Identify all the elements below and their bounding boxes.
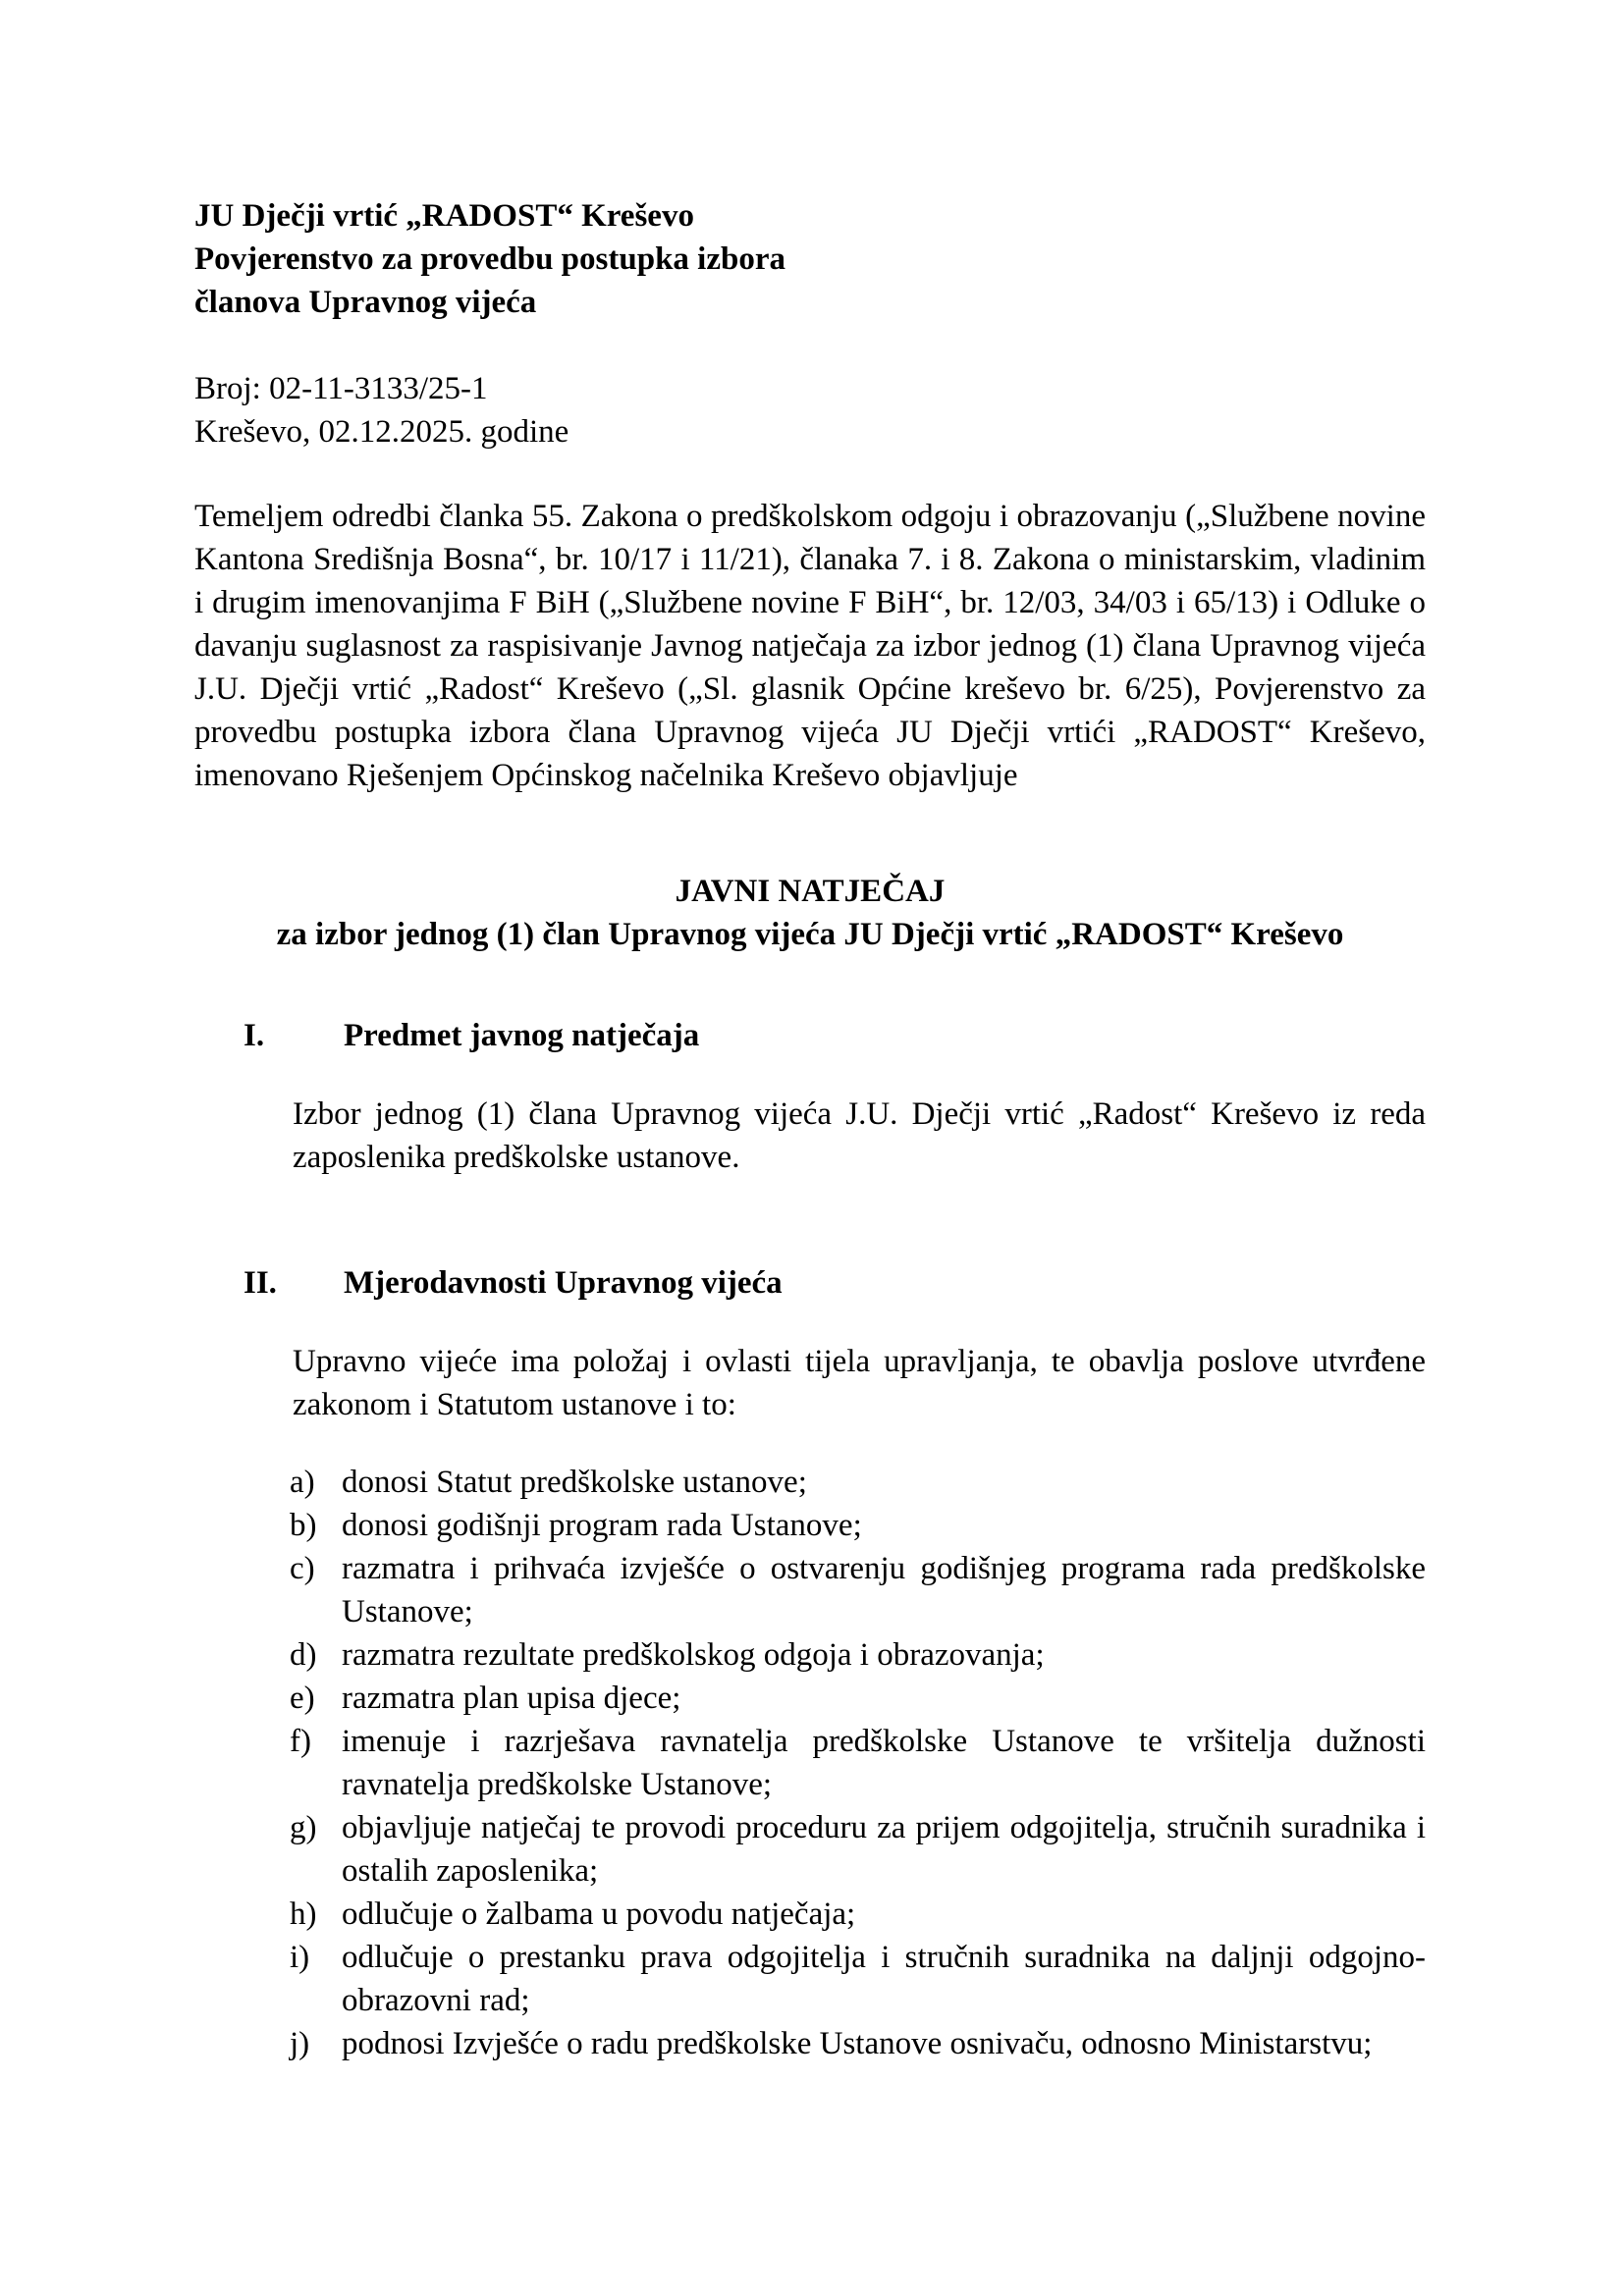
place-and-date: Kreševo, 02.12.2025. godine (194, 414, 569, 450)
list-item (194, 1504, 1426, 1547)
letterhead-line-1: JU Dječji vrtić „RADOST“ Kreševo (194, 198, 694, 234)
list-item-text: odlučuje o žalbama u povodu natječaja; (342, 1896, 856, 1932)
list-item-text: razmatra plan upisa djece; (342, 1681, 681, 1716)
list-item-marker: c) (290, 1551, 315, 1586)
list-item-text: objavljuje natječaj te provodi proceduru za prijem odgojitelja, stručnih suradnika i ostalih zaposlenika; (342, 1810, 1426, 1889)
letterhead-line-3: članova Upravnog vijeća (194, 285, 537, 320)
duties-list (194, 1461, 1426, 2065)
document-subtitle: za izbor jednog (1) član Upravnog vijeća JU Dječji vrtić „RADOST“ Kreševo (276, 917, 1344, 952)
section-2-number: II. (244, 1265, 277, 1301)
list-item-text: imenuje i razrješava ravnatelja predškolske Ustanove te vršitelja dužnosti ravnatelja predškolske Ustanove; (342, 1724, 1426, 1802)
letterhead (194, 194, 1426, 324)
list-item-marker: e) (290, 1681, 315, 1716)
list-item-marker: f) (290, 1724, 311, 1759)
list-item-marker: g) (290, 1810, 317, 1845)
list-item (194, 1720, 1426, 1806)
section-1-title: Predmet javnog natječaja (344, 1018, 700, 1053)
list-item (194, 1677, 1426, 1720)
section-1-heading (194, 1014, 1426, 1057)
section-2-body: Upravno vijeće ima položaj i ovlasti tijela upravljanja, te obavlja poslove utvrđene zakonom i Statutom ustanove i to: (293, 1344, 1426, 1422)
intro-paragraph: Temeljem odredbi članka 55. Zakona o predškolskom odgoju i obrazovanju („Službene novine Kantona Središnja Bosna“, br. 10/17 i 11/21), članaka 7. i 8. Zakona o ministarskim, vladinim i drugim imenovanjima F BiH („Službene novine F BiH“, br. 12/03, 34/03 i 65/13) i Odluke o davanju suglasnost za raspisivanje Javnog natječaja za izbor jednog (1) člana Upravnog vijeća J.U. Dječji vrtić „Radost“ Kreševo („Sl. glasnik Općine kreševo br. 6/25), Povjerenstvo za provedbu postupka izbora člana Upravnog vijeća JU Dječji vrtići „RADOST“ Kreševo, imenovano Rješenjem Općinskog načelnika Kreševo objavljuje (194, 499, 1426, 793)
list-item (194, 1633, 1426, 1677)
list-item (194, 1806, 1426, 1893)
reference-block (194, 367, 1426, 454)
reference-number: Broj: 02-11-3133/25-1 (194, 371, 488, 406)
section-1 (194, 1014, 1426, 1179)
list-item-text: razmatra rezultate predškolskog odgoja i obrazovanja; (342, 1637, 1045, 1673)
list-item (194, 2022, 1426, 2065)
list-item (194, 1547, 1426, 1633)
section-2-heading (194, 1261, 1426, 1305)
list-item-marker: i) (290, 1940, 310, 1975)
list-item-text: odlučuje o prestanku prava odgojitelja i stručnih suradnika na daljnji odgojno-obrazovni rad; (342, 1940, 1426, 2018)
list-item-marker: b) (290, 1508, 317, 1543)
section-2-title: Mjerodavnosti Upravnog vijeća (344, 1265, 783, 1301)
list-item-marker: d) (290, 1637, 317, 1673)
list-item-marker: h) (290, 1896, 317, 1932)
title-block (194, 870, 1426, 956)
section-1-number: I. (244, 1018, 265, 1053)
section-2 (194, 1261, 1426, 2065)
list-item-marker: a) (290, 1465, 315, 1500)
section-1-body: Izbor jednog (1) člana Upravnog vijeća J.U. Dječji vrtić „Radost“ Kreševo iz reda zaposlenika predškolske ustanove. (293, 1096, 1426, 1175)
letterhead-line-2: Povjerenstvo za provedbu postupka izbora (194, 241, 785, 277)
list-item (194, 1893, 1426, 1936)
list-item-text: podnosi Izvješće o radu predškolske Ustanove osnivaču, odnosno Ministarstvu; (342, 2026, 1373, 2061)
list-item-text: donosi Statut predškolske ustanove; (342, 1465, 807, 1500)
list-item-text: razmatra i prihvaća izvješće o ostvarenju godišnjeg programa rada predškolske Ustanove; (342, 1551, 1426, 1629)
list-item-text: donosi godišnji program rada Ustanove; (342, 1508, 862, 1543)
document-title: JAVNI NATJEČAJ (675, 874, 946, 909)
list-item-marker: j) (290, 2026, 310, 2061)
list-item (194, 1936, 1426, 2022)
list-item (194, 1461, 1426, 1504)
